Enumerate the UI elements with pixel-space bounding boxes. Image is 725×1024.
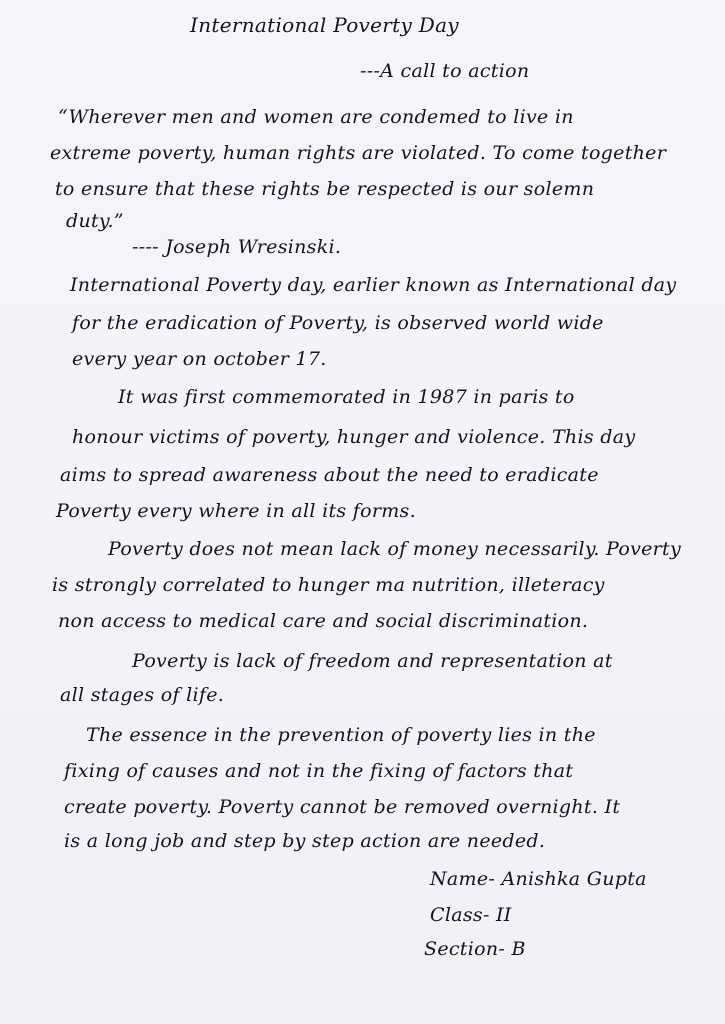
body-line: every year on october 17. (72, 348, 327, 370)
body-line: aims to spread awareness about the need to eradicate (60, 464, 599, 486)
signature-class: Class- II (430, 904, 512, 926)
document-title: International Poverty Day (190, 13, 459, 37)
quote-line: duty.” (66, 210, 124, 232)
quote-line: to ensure that these rights be respected is our solemn (55, 178, 595, 200)
document-subtitle: ---A call to action (360, 60, 530, 82)
body-line: all stages of life. (60, 684, 225, 706)
body-line: International Poverty day, earlier known as International day (70, 274, 677, 296)
body-line: fixing of causes and not in the fixing of factors that (64, 760, 574, 782)
body-line: is strongly correlated to hunger ma nutrition, illeteracy (52, 574, 605, 596)
quote-author: ---- Joseph Wresinski. (132, 236, 342, 258)
body-line: Poverty every where in all its forms. (56, 500, 416, 522)
signature-section: Section- B (424, 938, 526, 960)
body-line: for the eradication of Poverty, is observed world wide (72, 312, 604, 334)
body-line: The essence in the prevention of poverty lies in the (86, 724, 596, 746)
body-line: honour victims of poverty, hunger and violence. This day (72, 426, 636, 448)
quote-line: “Wherever men and women are condemed to live in (58, 106, 574, 128)
body-line: Poverty does not mean lack of money necessarily. Poverty (108, 538, 681, 560)
body-line: create poverty. Poverty cannot be removed overnight. It (64, 796, 621, 818)
quote-line: extreme poverty, human rights are violated. To come together (50, 142, 667, 164)
body-line: non access to medical care and social discrimination. (58, 610, 589, 632)
body-line: is a long job and step by step action are needed. (64, 830, 546, 852)
signature-name: Name- Anishka Gupta (430, 868, 647, 890)
body-line: It was first commemorated in 1987 in paris to (118, 386, 575, 408)
body-line: Poverty is lack of freedom and representation at (132, 650, 613, 672)
